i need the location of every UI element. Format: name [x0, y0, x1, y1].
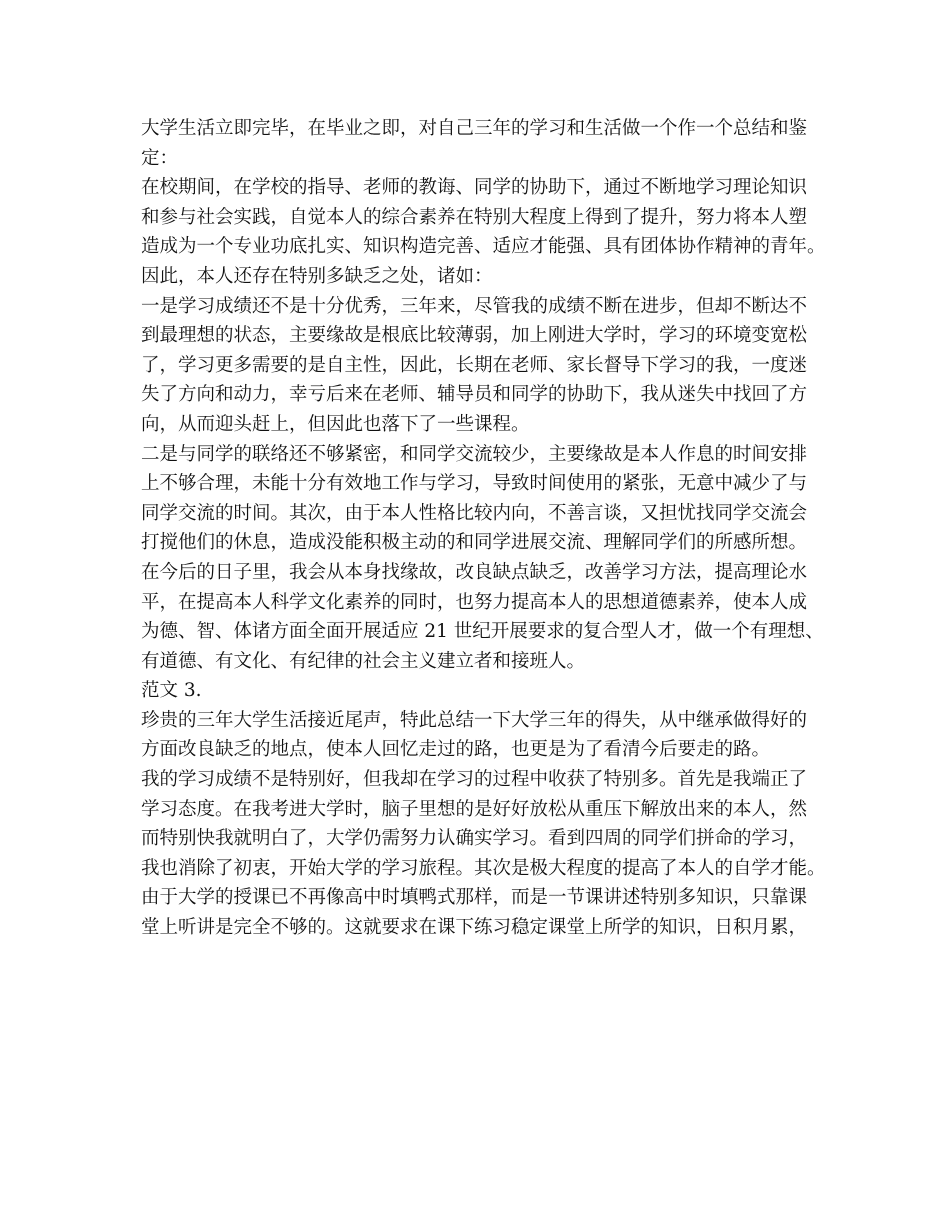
section-heading: 范文 3.	[141, 680, 202, 702]
paragraph-point-one: 一是学习成绩还不是十分优秀，三年来，尽管我的成绩不断在进步，但却不断达不 到最理想的状态，主要缘故是根底比较薄弱，加上刚进大学时，学习的环境变宽松 了，学习更多需要的是自主性，因此，长期在老师、家长督导下学习的我，一度迷 失了方向和动力，幸亏后来在老师、辅导员和同学的协助下，我从迷失中找回了方 向，从而迎头赶上，但因此也落下了一些课程。	[141, 295, 808, 435]
paragraph-intro: 大学生活立即完毕，在毕业之即，对自己三年的学习和生活做一个作一个总结和鉴 定：	[141, 118, 808, 169]
paragraph-future: 在今后的日子里，我会从本身找缘故，改良缺点缺乏，改善学习方法，提高理论水 平，在提高本人科学文化素养的同时，也努力提高本人的思想道德素养，使本人成 为德、智、体诸方面全面开展适应 21 世纪开展要求的复合型人才，做一个有理想、 有道德、有文化、有纪律的社会主义建立者和接班人。	[141, 561, 824, 672]
paragraph-shortcomings-lead: 因此，本人还存在特别多缺乏之处，诸如：	[141, 265, 493, 287]
document-page	[141, 114, 827, 943]
paragraph-study: 我的学习成绩不是特别好，但我却在学习的过程中收获了特别多。首先是我端正了 学习态度。在我考进大学时，脑子里想的是好好放松从重压下解放出来的本人，然 而特别快我就明白了，大学仍需努力认确实学习。看到四周的同学们拼命的学习， 我也消除了初衷，开始大学的学习旅程。其次是极大程度的提高了本人的自学才能。 由于大学的授课已不再像高中时填鸭式那样，而是一节课讲述特别多知识，只靠课 堂上听讲是完全不够的。这就要求在课下练习稳定课堂上所学的知识，日积月累，	[141, 769, 826, 939]
paragraph-point-two: 二是与同学的联络还不够紧密，和同学交流较少，主要缘故是本人作息的时间安排 上不够合理，未能十分有效地工作与学习，导致时间使用的紧张，无意中减少了与 同学交流的时间。其次，由于本人性格比较内向，不善言谈，又担忧找同学交流会 打搅他们的休息，造成没能积极主动的和同学进展交流、理解同学们的所感所想。	[141, 443, 808, 554]
paragraph-school-period: 在校期间，在学校的指导、老师的教诲、同学的协助下，通过不断地学习理论知识 和参与社会实践，自觉本人的综合素养在特别大程度上得到了提升，努力将本人塑 造成为一个专业功底扎实、知识构造完善、适应才能强、具有团体协作精神的青年。	[141, 177, 826, 258]
paragraph-sample-intro: 珍贵的三年大学生活接近尾声，特此总结一下大学三年的得失，从中继承做得好的 方面改良缺乏的地点，使本人回忆走过的路，也更是为了看清今后要走的路。	[141, 709, 808, 761]
